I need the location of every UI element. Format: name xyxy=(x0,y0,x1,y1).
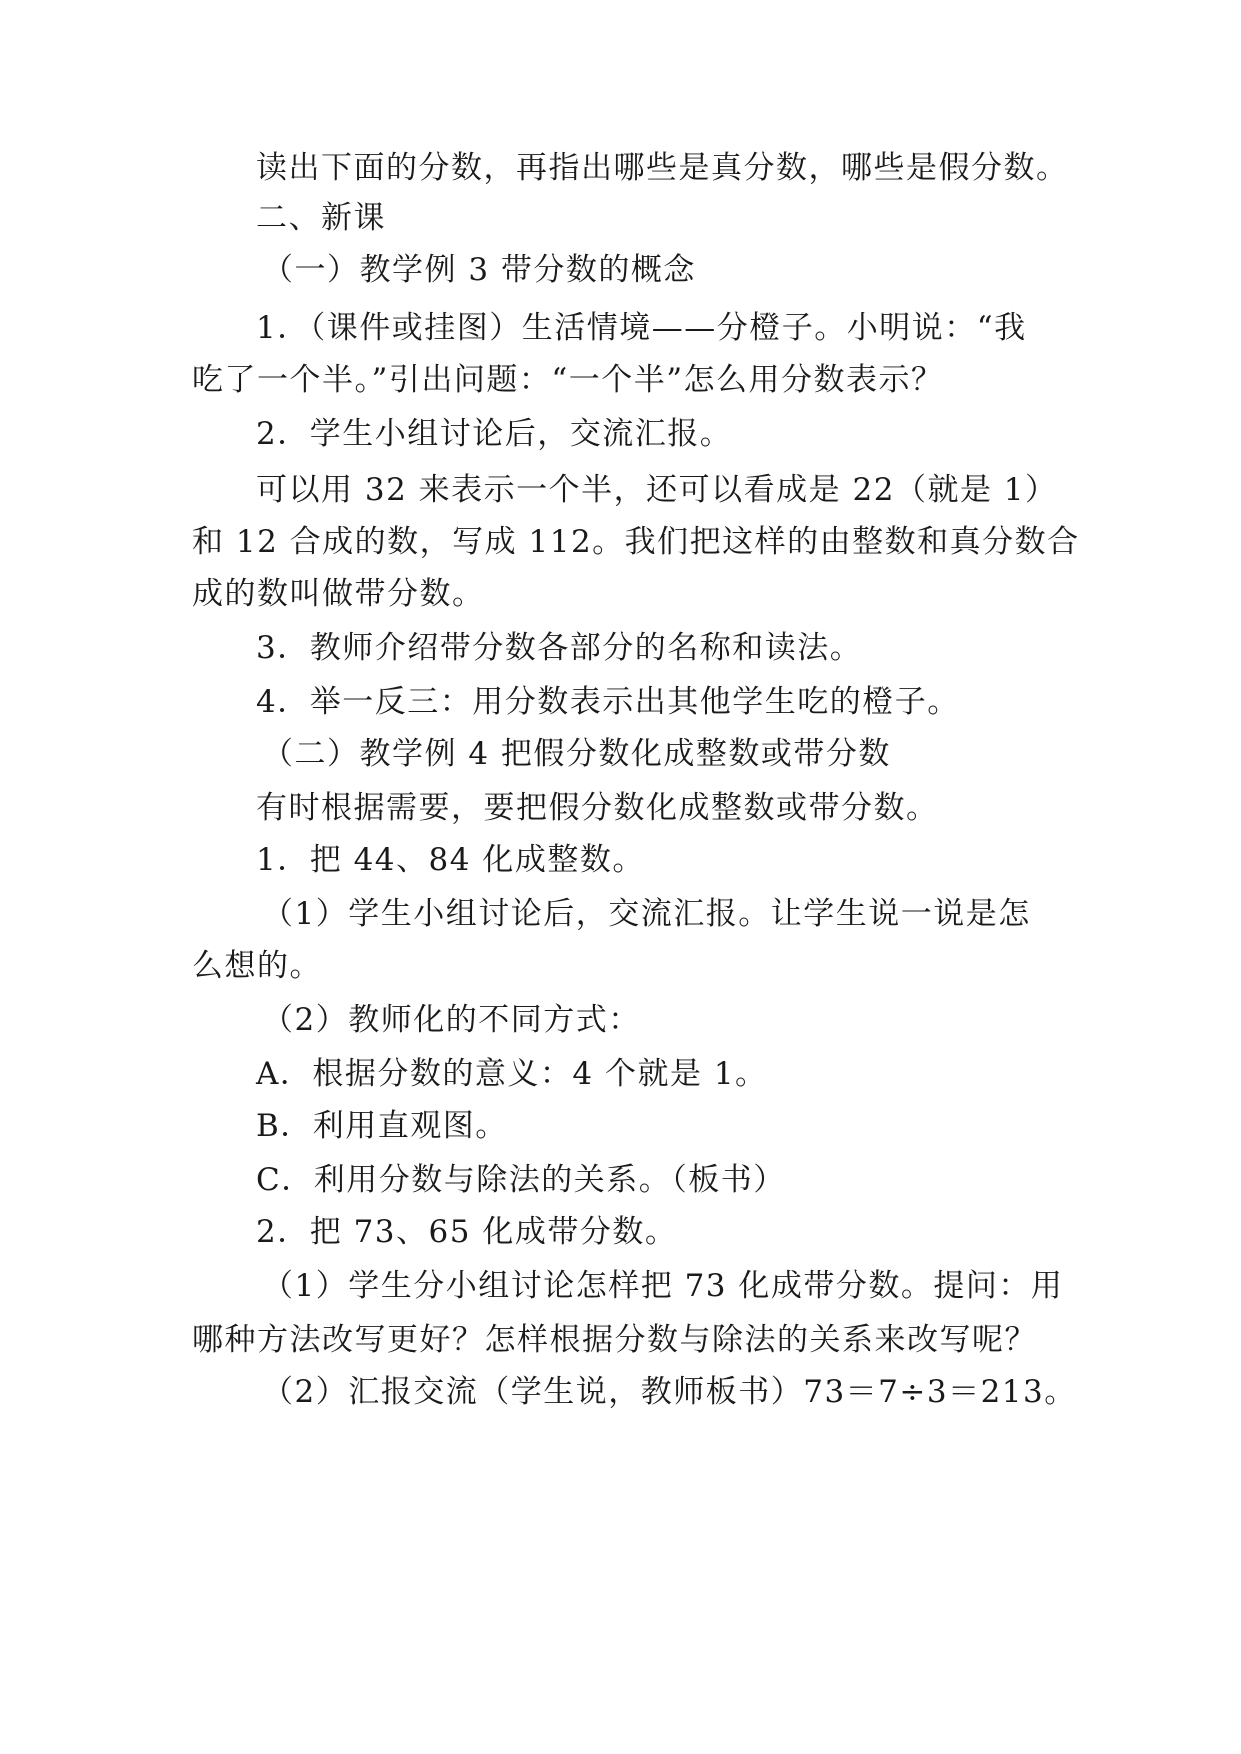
paragraph-line: 1．把 44、84 化成整数。 xyxy=(256,842,645,878)
paragraph-line: （2）教师化的不同方式： xyxy=(262,1002,641,1038)
paragraph-line: 4．举一反三：用分数表示出其他学生吃的橙子。 xyxy=(256,684,960,720)
paragraph-line: 成的数叫做带分数。 xyxy=(192,576,485,612)
paragraph-line: 3．教师介绍带分数各部分的名称和读法。 xyxy=(256,630,863,666)
paragraph-line: （2）汇报交流（学生说，教师板书）73＝7÷3＝213。 xyxy=(262,1374,1077,1410)
paragraph-line: C．利用分数与除法的关系。（板书） xyxy=(256,1162,786,1198)
paragraph-line: 哪种方法改写更好？怎样根据分数与除法的关系来改写呢？ xyxy=(192,1322,1037,1358)
section-heading: 二、新课 xyxy=(256,200,386,236)
paragraph-line: 和 12 合成的数，写成 112。我们把这样的由整数和真分数合 xyxy=(192,524,1080,560)
subsection-heading: （二）教学例 4 把假分数化成整数或带分数 xyxy=(262,736,891,772)
paragraph-line: 有时根据需要，要把假分数化成整数或带分数。 xyxy=(256,790,939,826)
paragraph-line: 读出下面的分数，再指出哪些是真分数，哪些是假分数。 xyxy=(256,150,1069,186)
paragraph-line: 吃了一个半。”引出问题：“一个半”怎么用分数表示？ xyxy=(192,362,944,398)
paragraph-line: （1）学生分小组讨论怎样把 73 化成带分数。提问：用 xyxy=(262,1268,1064,1304)
paragraph-line: 么想的。 xyxy=(192,948,322,984)
paragraph-line: 1．（课件或挂图）生活情境——分橙子。小明说：“我 xyxy=(256,310,1027,346)
subsection-heading: （一）教学例 3 带分数的概念 xyxy=(262,252,696,288)
paragraph-line: 2．学生小组讨论后，交流汇报。 xyxy=(256,416,733,452)
paragraph-line: B．利用直观图。 xyxy=(256,1108,508,1144)
paragraph-line: 可以用 32 来表示一个半，还可以看成是 22（就是 1） xyxy=(256,472,1058,508)
paragraph-line: A．根据分数的意义：4 个就是 1。 xyxy=(256,1056,768,1092)
paragraph-line: （1）学生小组讨论后，交流汇报。让学生说一说是怎 xyxy=(262,896,1031,932)
paragraph-line: 2．把 73、65 化成带分数。 xyxy=(256,1214,678,1250)
